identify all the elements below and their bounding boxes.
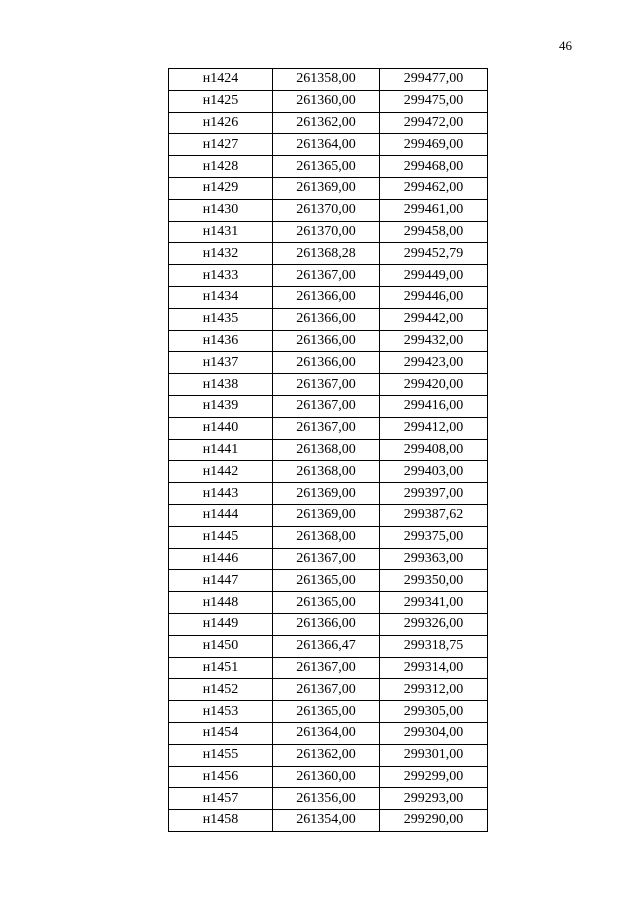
x-coordinate-cell: 261358,00	[273, 69, 380, 91]
y-coordinate-cell: 299305,00	[380, 701, 488, 723]
table-row	[169, 374, 488, 396]
table-row	[169, 352, 488, 374]
point-id-cell: н1455	[169, 744, 273, 766]
table-row	[169, 199, 488, 221]
table-row	[169, 243, 488, 265]
point-id-cell: н1445	[169, 526, 273, 548]
x-coordinate-cell: 261366,00	[273, 330, 380, 352]
y-coordinate-cell: 299446,00	[380, 286, 488, 308]
y-coordinate-cell: 299299,00	[380, 766, 488, 788]
y-coordinate-cell: 299304,00	[380, 722, 488, 744]
table-row	[169, 439, 488, 461]
point-id-cell: н1435	[169, 308, 273, 330]
x-coordinate-cell: 261368,00	[273, 439, 380, 461]
table-row	[169, 395, 488, 417]
table-row	[169, 504, 488, 526]
y-coordinate-cell: 299468,00	[380, 156, 488, 178]
y-coordinate-cell: 299408,00	[380, 439, 488, 461]
point-id-cell: н1457	[169, 788, 273, 810]
point-id-cell: н1443	[169, 483, 273, 505]
point-id-cell: н1458	[169, 810, 273, 832]
y-coordinate-cell: 299341,00	[380, 592, 488, 614]
table-row	[169, 635, 488, 657]
table-row	[169, 330, 488, 352]
y-coordinate-cell: 299403,00	[380, 461, 488, 483]
y-coordinate-cell: 299452,79	[380, 243, 488, 265]
y-coordinate-cell: 299363,00	[380, 548, 488, 570]
point-id-cell: н1424	[169, 69, 273, 91]
x-coordinate-cell: 261364,00	[273, 722, 380, 744]
y-coordinate-cell: 299462,00	[380, 177, 488, 199]
table-row	[169, 156, 488, 178]
x-coordinate-cell: 261362,00	[273, 744, 380, 766]
x-coordinate-cell: 261369,00	[273, 177, 380, 199]
x-coordinate-cell: 261362,00	[273, 112, 380, 134]
x-coordinate-cell: 261364,00	[273, 134, 380, 156]
table-row	[169, 461, 488, 483]
table-row	[169, 722, 488, 744]
y-coordinate-cell: 299375,00	[380, 526, 488, 548]
y-coordinate-cell: 299326,00	[380, 613, 488, 635]
x-coordinate-cell: 261366,00	[273, 286, 380, 308]
y-coordinate-cell: 299449,00	[380, 265, 488, 287]
x-coordinate-cell: 261360,00	[273, 766, 380, 788]
table-row	[169, 744, 488, 766]
y-coordinate-cell: 299312,00	[380, 679, 488, 701]
point-id-cell: н1439	[169, 395, 273, 417]
point-id-cell: н1432	[169, 243, 273, 265]
table-row	[169, 177, 488, 199]
y-coordinate-cell: 299387,62	[380, 504, 488, 526]
x-coordinate-cell: 261367,00	[273, 548, 380, 570]
x-coordinate-cell: 261365,00	[273, 156, 380, 178]
table-row	[169, 221, 488, 243]
table-row	[169, 134, 488, 156]
y-coordinate-cell: 299423,00	[380, 352, 488, 374]
x-coordinate-cell: 261366,00	[273, 352, 380, 374]
table-row	[169, 613, 488, 635]
table-row	[169, 679, 488, 701]
y-coordinate-cell: 299477,00	[380, 69, 488, 91]
point-id-cell: н1428	[169, 156, 273, 178]
table-row	[169, 483, 488, 505]
x-coordinate-cell: 261366,00	[273, 613, 380, 635]
y-coordinate-cell: 299432,00	[380, 330, 488, 352]
table-row	[169, 112, 488, 134]
y-coordinate-cell: 299412,00	[380, 417, 488, 439]
table-row	[169, 417, 488, 439]
table-row	[169, 701, 488, 723]
x-coordinate-cell: 261365,00	[273, 592, 380, 614]
y-coordinate-cell: 299469,00	[380, 134, 488, 156]
point-id-cell: н1427	[169, 134, 273, 156]
x-coordinate-cell: 261367,00	[273, 679, 380, 701]
y-coordinate-cell: 299301,00	[380, 744, 488, 766]
point-id-cell: н1453	[169, 701, 273, 723]
y-coordinate-cell: 299416,00	[380, 395, 488, 417]
point-id-cell: н1454	[169, 722, 273, 744]
x-coordinate-cell: 261365,00	[273, 701, 380, 723]
y-coordinate-cell: 299461,00	[380, 199, 488, 221]
x-coordinate-cell: 261367,00	[273, 374, 380, 396]
point-id-cell: н1456	[169, 766, 273, 788]
y-coordinate-cell: 299475,00	[380, 90, 488, 112]
x-coordinate-cell: 261365,00	[273, 570, 380, 592]
x-coordinate-cell: 261368,00	[273, 461, 380, 483]
y-coordinate-cell: 299314,00	[380, 657, 488, 679]
x-coordinate-cell: 261368,28	[273, 243, 380, 265]
table-row	[169, 810, 488, 832]
table-row	[169, 69, 488, 91]
point-id-cell: н1452	[169, 679, 273, 701]
table-row	[169, 766, 488, 788]
y-coordinate-cell: 299318,75	[380, 635, 488, 657]
point-id-cell: н1449	[169, 613, 273, 635]
point-id-cell: н1433	[169, 265, 273, 287]
y-coordinate-cell: 299472,00	[380, 112, 488, 134]
table-row	[169, 286, 488, 308]
y-coordinate-cell: 299290,00	[380, 810, 488, 832]
point-id-cell: н1441	[169, 439, 273, 461]
x-coordinate-cell: 261367,00	[273, 417, 380, 439]
page-number: 46	[559, 38, 572, 53]
y-coordinate-cell: 299293,00	[380, 788, 488, 810]
table-row	[169, 265, 488, 287]
x-coordinate-cell: 261367,00	[273, 265, 380, 287]
table-row	[169, 308, 488, 330]
point-id-cell: н1436	[169, 330, 273, 352]
x-coordinate-cell: 261367,00	[273, 395, 380, 417]
point-id-cell: н1451	[169, 657, 273, 679]
x-coordinate-cell: 261366,47	[273, 635, 380, 657]
x-coordinate-cell: 261369,00	[273, 483, 380, 505]
point-id-cell: н1434	[169, 286, 273, 308]
x-coordinate-cell: 261356,00	[273, 788, 380, 810]
point-id-cell: н1430	[169, 199, 273, 221]
point-id-cell: н1437	[169, 352, 273, 374]
point-id-cell: н1446	[169, 548, 273, 570]
point-id-cell: н1448	[169, 592, 273, 614]
x-coordinate-cell: 261360,00	[273, 90, 380, 112]
x-coordinate-cell: 261369,00	[273, 504, 380, 526]
point-id-cell: н1442	[169, 461, 273, 483]
table-row	[169, 90, 488, 112]
point-id-cell: н1450	[169, 635, 273, 657]
table-row	[169, 526, 488, 548]
y-coordinate-cell: 299397,00	[380, 483, 488, 505]
y-coordinate-cell: 299458,00	[380, 221, 488, 243]
x-coordinate-cell: 261366,00	[273, 308, 380, 330]
table-row	[169, 788, 488, 810]
table-row	[169, 592, 488, 614]
coordinates-table	[168, 68, 488, 832]
table-row	[169, 570, 488, 592]
point-id-cell: н1440	[169, 417, 273, 439]
x-coordinate-cell: 261370,00	[273, 199, 380, 221]
point-id-cell: н1431	[169, 221, 273, 243]
point-id-cell: н1444	[169, 504, 273, 526]
x-coordinate-cell: 261354,00	[273, 810, 380, 832]
point-id-cell: н1438	[169, 374, 273, 396]
x-coordinate-cell: 261370,00	[273, 221, 380, 243]
point-id-cell: н1429	[169, 177, 273, 199]
coordinates-table-body	[169, 69, 488, 832]
table-row	[169, 548, 488, 570]
y-coordinate-cell: 299420,00	[380, 374, 488, 396]
table-row	[169, 657, 488, 679]
point-id-cell: н1425	[169, 90, 273, 112]
y-coordinate-cell: 299442,00	[380, 308, 488, 330]
point-id-cell: н1426	[169, 112, 273, 134]
point-id-cell: н1447	[169, 570, 273, 592]
x-coordinate-cell: 261368,00	[273, 526, 380, 548]
y-coordinate-cell: 299350,00	[380, 570, 488, 592]
x-coordinate-cell: 261367,00	[273, 657, 380, 679]
